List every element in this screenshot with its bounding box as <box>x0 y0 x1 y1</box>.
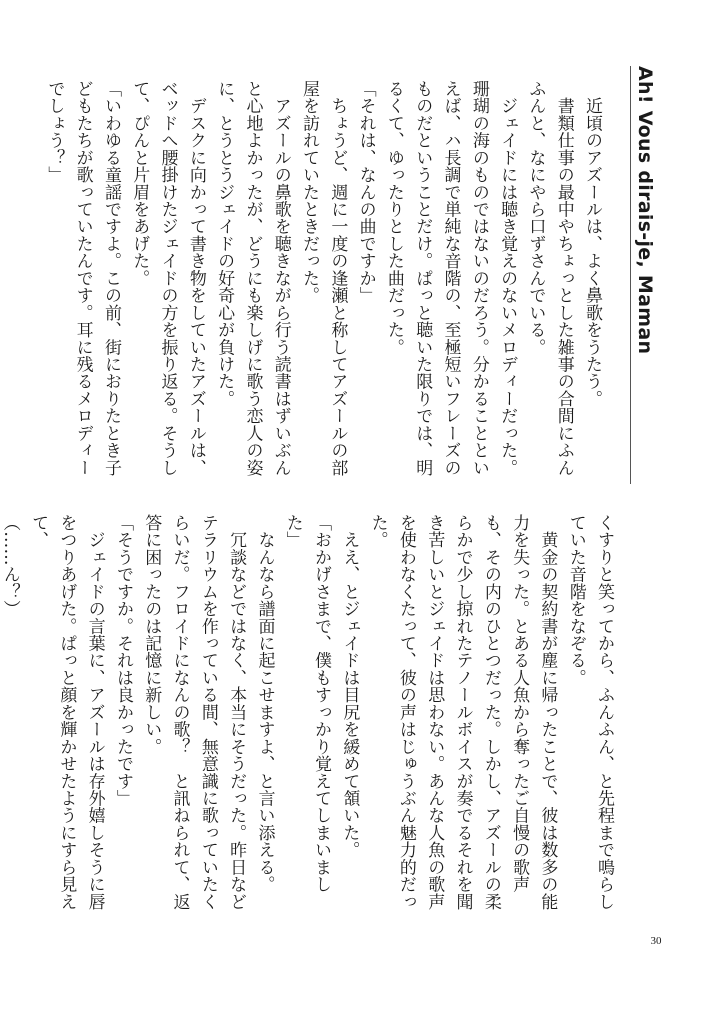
paragraph: 近頃のアズールは、よく鼻歌をうたう。 <box>582 80 602 408</box>
paragraph: 書類仕事の最中やちょっとした雑事の合間にふんふんと、なにやら口ずさんでいる。 <box>525 80 574 477</box>
paragraph: デスクに向かって書き物をしていたアズールは、ベッドへ腰掛けたジェイドの方を振り返る。そうして、ぴんと片眉をあげた。 <box>129 80 206 477</box>
paragraph: 「そうですか。それは良かったです」 <box>112 514 133 807</box>
paragraph: 「それは、なんの曲ですか」 <box>355 80 376 304</box>
paragraph: 「おかげさまで、僕もすっかり覚えてしまいました」 <box>282 514 332 893</box>
paragraph: 冗談などではなく、本当にそうだった。昨日などテラリウムを作っている間、無意識に歌っていたくらいだ。フロイドになんの歌？ と訊ねられて、返答に困ったのは記憶に新しい。 <box>141 514 247 911</box>
paragraph: ちょうど、週に一度の逢瀬と称してアズールの部屋を訪れていたときだった。 <box>299 80 348 477</box>
paragraph: ジェイドの言葉に、アズールは存外嬉しそうに唇をつりあげた。ぱっと顔を輝かせたようにすら見えて、 <box>28 514 105 911</box>
paragraph: ジェイドには聴き覚えのないメロディーだった。珊瑚の海のものではないのだろう。分かることといえば、ハ長調で単純な音階の、至極短いフレーズのものだということだけ。ぱっと聴いた限りでは、明るくて、ゆったりとした曲だった。 <box>383 80 518 477</box>
paragraph: 「いわゆる童謡ですよ。この前、街におりたとき子どもたちが歌っていたんです。耳に残るメロディーでしょう？」 <box>44 80 121 477</box>
lower-text-block <box>0 514 618 912</box>
paragraph: なんなら譜面に起こせますよ、と言い添える。 <box>254 514 275 893</box>
paragraph: （……ん？） <box>0 514 20 618</box>
upper-text-block <box>44 80 606 478</box>
paragraph: アズールの鼻歌を聴きながら行う読書はずいぶんと心地よかったが、どうにも楽しげに歌う恋人の姿に、とうとうジェイドの好奇心が負けた。 <box>214 80 291 477</box>
paragraph: 黄金の契約書が塵に帰ったことで、彼は数多の能力を失った。とある人魚から奪ったご自慢の歌声も、その内のひとつだった。しかし、アズールの柔らかで少し掠れたテノールボイスが奏でるそれを聞き苦しいとジェイドは思わない。あんな人魚の歌声を使わなくたって、彼の声はじゅうぶん魅力的だった。 <box>367 514 558 911</box>
page-number: 30 <box>650 935 662 947</box>
title-divider <box>630 66 631 484</box>
paragraph: くすりと笑ってから、ふんふん、と先程まで鳴らしていた音階をなぞる。 <box>565 514 614 911</box>
story-title: Ah! Vous dirais-je, Maman <box>634 66 656 355</box>
paragraph: ええ、とジェイドは目尻を緩めて頷いた。 <box>339 514 360 859</box>
